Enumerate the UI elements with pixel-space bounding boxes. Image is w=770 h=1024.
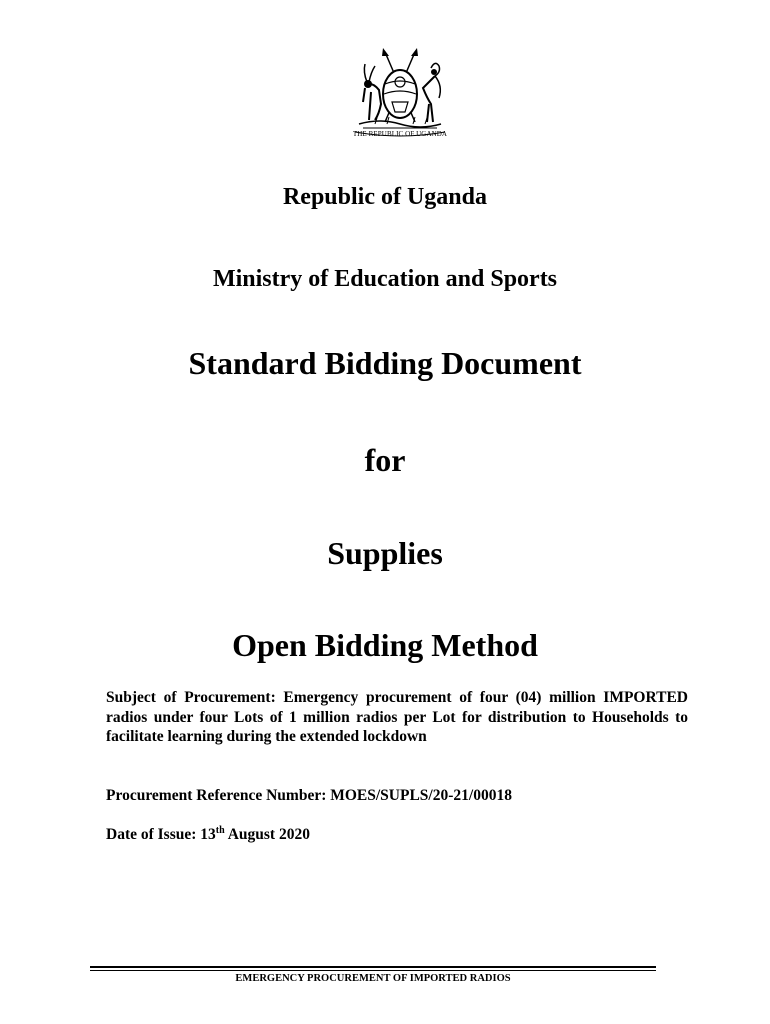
ministry-heading: Ministry of Education and Sports — [212, 266, 558, 292]
date-of-issue — [106, 826, 310, 844]
procurement-reference: Procurement Reference Number: MOES/SUPLS/20-21/00018 — [106, 787, 512, 804]
date-ordinal-suffix: th — [215, 825, 225, 836]
footer-rule — [90, 966, 656, 968]
crest-caption: THE REPUBLIC OF UGANDA — [352, 130, 448, 138]
document-title-supplies: Supplies — [327, 535, 443, 571]
footer-rule-thin — [90, 970, 656, 971]
country-heading: Republic of Uganda — [282, 184, 488, 210]
date-rest: August 2020 — [224, 826, 310, 843]
date-prefix: Date of Issue: 13 — [106, 826, 216, 843]
document-title-for: for — [364, 442, 406, 478]
footer-text: EMERGENCY PROCUREMENT OF IMPORTED RADIOS — [235, 973, 511, 984]
coat-of-arms-icon — [335, 42, 465, 142]
subject-of-procurement: Subject of Procurement: Emergency procurement of four (04) million IMPORTED radios under four Lots of 1 million radios per Lot for distribution to Households to facilitate learning during the extended lockdown — [106, 689, 688, 745]
bidding-method-title: Open Bidding Method — [232, 627, 538, 663]
document-title: Standard Bidding Document — [188, 345, 582, 381]
